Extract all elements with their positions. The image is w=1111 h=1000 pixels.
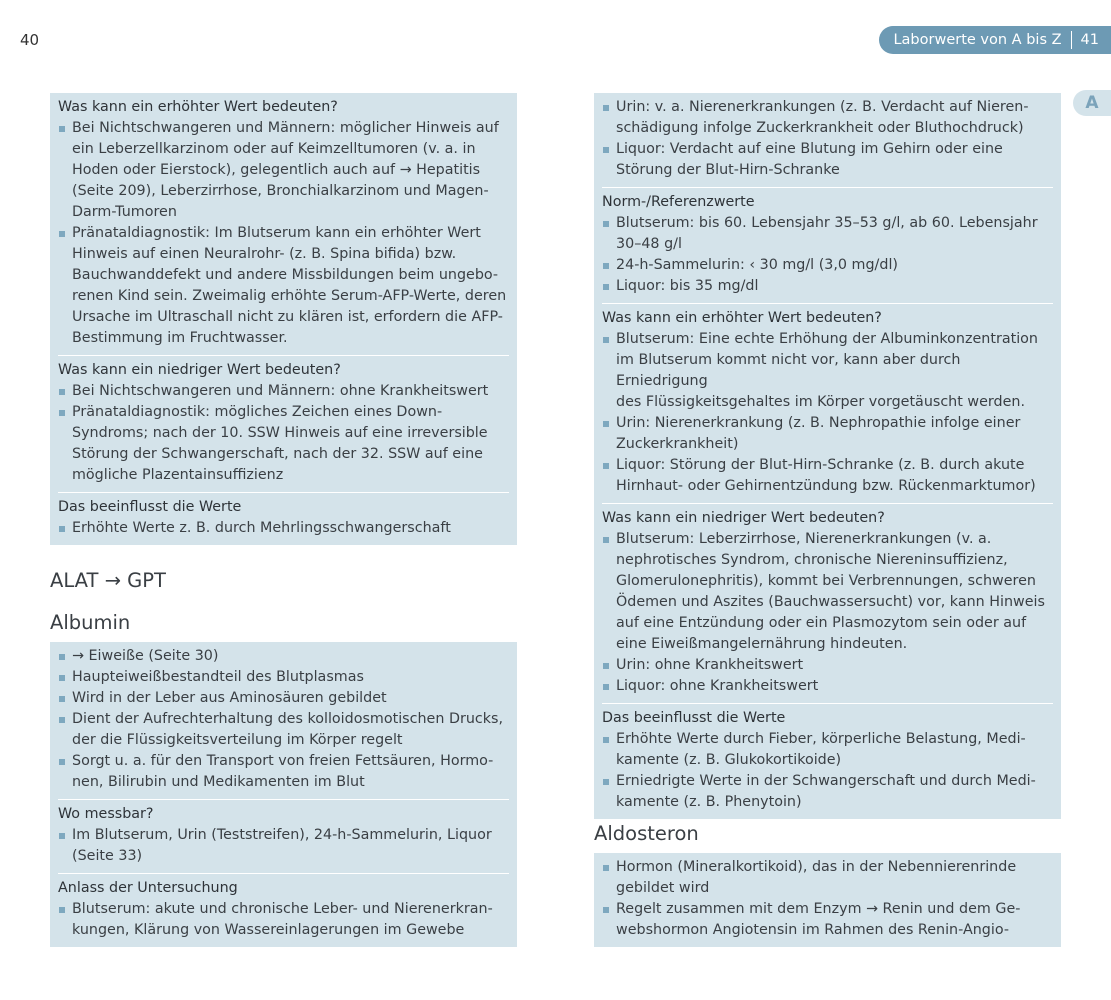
box-section <box>602 703 1053 819</box>
box-section <box>58 355 509 492</box>
list-item-line: Störung der Schwangerschaft, nach der 32. SSW auf eine <box>72 446 483 462</box>
box-section <box>58 646 509 799</box>
aldosteron-info-box <box>594 853 1061 947</box>
entry-title-aldosteron: Aldosteron <box>594 822 699 845</box>
list-item-line: kungen, Klärung von Wassereinlagerungen im Gewebe <box>72 922 465 938</box>
list-item-line: Sorgt u. a. für den Transport von freien Fettsäuren, Hormo- <box>72 753 494 769</box>
list-item-line: 30–48 g/l <box>616 236 682 252</box>
list-item-line: Bei Nichtschwangeren und Männern: möglicher Hinweis auf <box>72 120 499 136</box>
list-item-line: Erhöhte Werte z. B. durch Mehrlingsschwangerschaft <box>72 520 451 536</box>
bullet-list <box>58 825 509 867</box>
section-heading: Anlass der Untersuchung <box>58 880 238 896</box>
list-item <box>602 139 1053 181</box>
list-item-line: Liquor: ohne Krankheitswert <box>616 678 819 694</box>
list-item-line: (Seite 33) <box>72 848 143 864</box>
albumin-info-box <box>50 642 517 947</box>
list-item-line: Pränataldiagnostik: Im Blutserum kann ein erhöhter Wert <box>72 225 481 241</box>
list-item-line: eine Eiweißmangelernährung hindeuten. <box>616 636 908 652</box>
list-item-line: → Eiweiße (Seite 30) <box>72 648 219 664</box>
list-item <box>58 751 509 793</box>
list-item-line: Hormon (Mineralkortikoid), das in der Nebennierenrinde <box>616 859 1017 875</box>
list-item <box>602 276 1053 297</box>
list-item-line: Blutserum: akute und chronische Leber- und Nierenerkran- <box>72 901 493 917</box>
list-item-line: Liquor: bis 35 mg/dl <box>616 278 759 294</box>
list-item <box>602 676 1053 697</box>
list-item-line: Glomerulonephritis), kommt bei Verbrennungen, schweren <box>616 573 1036 589</box>
section-heading: Was kann ein erhöhter Wert bedeuten? <box>602 310 882 326</box>
box-section <box>602 857 1053 947</box>
list-item <box>602 255 1053 276</box>
entry-title-alat: ALAT → GPT <box>50 569 166 592</box>
bullet-list <box>58 518 509 539</box>
list-item <box>602 729 1053 771</box>
list-item <box>58 518 509 539</box>
list-item-line: des Flüssigkeitsgehaltes im Körper vorgetäuscht werden. <box>616 394 1025 410</box>
section-heading: Das beeinflusst die Werte <box>58 499 242 515</box>
list-item-line: ein Leberzellkarzinom oder auf Keimzelltumoren (v. a. in <box>72 141 476 157</box>
section-heading: Wo messbar? <box>58 806 154 822</box>
bullet-list <box>58 646 509 793</box>
bullet-list <box>602 729 1053 813</box>
list-item-line: nen, Bilirubin und Medikamenten im Blut <box>72 774 365 790</box>
section-heading: Norm-/Referenzwerte <box>602 194 755 210</box>
box-section <box>602 97 1053 187</box>
list-item-line: Syndroms; nach der 10. SSW Hinweis auf eine irreversible <box>72 425 488 441</box>
list-item <box>58 688 509 709</box>
list-item-line: Erniedrigte Werte in der Schwangerschaft und durch Medi- <box>616 773 1036 789</box>
list-item-line: Im Blutserum, Urin (Teststreifen), 24-h-Sammelurin, Liquor <box>72 827 492 843</box>
list-item <box>602 213 1053 255</box>
box-section <box>58 97 509 355</box>
box-section <box>602 303 1053 503</box>
list-item <box>58 899 509 941</box>
list-item-line: Erhöhte Werte durch Fieber, körperliche Belastung, Medi- <box>616 731 1026 747</box>
list-item-line: Urin: v. a. Nierenerkrankungen (z. B. Verdacht auf Nieren- <box>616 99 1029 115</box>
list-item <box>602 329 1053 413</box>
bullet-list <box>58 899 509 941</box>
list-item-line: nephrotisches Syndrom, chronische Niereninsuffizienz, <box>616 552 1008 568</box>
bullet-list <box>602 529 1053 697</box>
header-divider <box>1071 31 1072 49</box>
box-section <box>602 187 1053 303</box>
list-item-line: Urin: ohne Krankheitswert <box>616 657 804 673</box>
page-number-right: 41 <box>1080 32 1099 48</box>
list-item-line: Liquor: Störung der Blut-Hirn-Schranke (z. B. durch akute <box>616 457 1025 473</box>
list-item <box>602 97 1053 139</box>
list-item <box>58 709 509 751</box>
list-item-line: Darm-Tumoren <box>72 204 177 220</box>
running-header <box>879 26 1111 54</box>
bullet-list <box>602 97 1053 181</box>
list-item-line: kamente (z. B. Glukokortikoide) <box>616 752 842 768</box>
list-item-line: Haupteiweißbestandteil des Blutplasmas <box>72 669 364 685</box>
list-item <box>58 646 509 667</box>
bullet-list <box>602 329 1053 497</box>
section-heading: Was kann ein erhöhter Wert bedeuten? <box>58 99 338 115</box>
list-item-line: Regelt zusammen mit dem Enzym → Renin und dem Ge- <box>616 901 1021 917</box>
box-section <box>602 503 1053 703</box>
list-item <box>602 857 1053 899</box>
entry-title-albumin: Albumin <box>50 611 131 634</box>
list-item-line: im Blutserum kommt nicht vor, kann aber durch Erniedrigung <box>616 352 961 389</box>
list-item-line: webshormon Angiotensin im Rahmen des Renin-Angio- <box>616 922 1010 938</box>
list-item-line: Bauchwanddefekt und andere Missbildungen beim ungebo- <box>72 267 499 283</box>
list-item-line: Hirnhaut- oder Gehirnentzündung bzw. Rückenmarktumor) <box>616 478 1036 494</box>
page-number-left: 40 <box>20 31 40 49</box>
bullet-list <box>602 857 1053 941</box>
list-item-line: Urin: Nierenerkrankung (z. B. Nephropathie infolge einer <box>616 415 1021 431</box>
bullet-list <box>58 118 509 349</box>
list-item <box>602 771 1053 813</box>
list-item-line: Ödemen und Aszites (Bauchwassersucht) vor, kann Hinweis <box>616 594 1045 610</box>
list-item-line: Blutserum: Leberzirrhose, Nierenerkrankungen (v. a. <box>616 531 992 547</box>
header-title: Laborwerte von A bis Z <box>893 32 1062 48</box>
list-item-line: Liquor: Verdacht auf eine Blutung im Gehirn oder eine <box>616 141 1003 157</box>
list-item <box>602 899 1053 941</box>
list-item-line: Wird in der Leber aus Aminosäuren gebildet <box>72 690 387 706</box>
list-item <box>602 413 1053 455</box>
list-item-line: mögliche Plazentainsuffizienz <box>72 467 284 483</box>
list-item <box>58 381 509 402</box>
list-item-line: Störung der Blut-Hirn-Schranke <box>616 162 840 178</box>
list-item-line: auf eine Entzündung oder ein Plasmozytom sein oder auf <box>616 615 1027 631</box>
list-item-line: Hoden oder Eierstock), gelegentlich auch auf → Hepatitis <box>72 162 481 178</box>
list-item-line: Bei Nichtschwangeren und Männern: ohne Krankheitswert <box>72 383 489 399</box>
section-heading: Das beeinflusst die Werte <box>602 710 786 726</box>
list-item-line: der die Flüssigkeitsverteilung im Körper regelt <box>72 732 403 748</box>
list-item <box>602 529 1053 655</box>
list-item-line: schädigung infolge Zuckerkrankheit oder Bluthochdruck) <box>616 120 1024 136</box>
list-item <box>58 223 509 349</box>
section-heading: Was kann ein niedriger Wert bedeuten? <box>58 362 341 378</box>
albumin-continued-box <box>594 93 1061 819</box>
list-item-line: Blutserum: bis 60. Lebensjahr 35–53 g/l, ab 60. Lebensjahr <box>616 215 1038 231</box>
list-item-line: Ursache im Ultraschall nicht zu klären ist, erfordern die AFP- <box>72 309 503 325</box>
list-item-line: kamente (z. B. Phenytoin) <box>616 794 802 810</box>
list-item-line: Blutserum: Eine echte Erhöhung der Albuminkonzentration <box>616 331 1038 347</box>
list-item-line: 24-h-Sammelurin: ‹ 30 mg/l (3,0 mg/dl) <box>616 257 899 273</box>
list-item <box>602 655 1053 676</box>
list-item-line: Bestimmung im Fruchtwasser. <box>72 330 288 346</box>
box-section <box>58 492 509 545</box>
bullet-list <box>602 213 1053 297</box>
box-section <box>58 799 509 873</box>
list-item <box>58 402 509 486</box>
list-item-line: Hinweis auf einen Neuralrohr- (z. B. Spina bifida) bzw. <box>72 246 457 262</box>
section-heading: Was kann ein niedriger Wert bedeuten? <box>602 510 885 526</box>
letter-index-tab: A <box>1073 90 1111 116</box>
afp-info-box <box>50 93 517 545</box>
list-item-line: gebildet wird <box>616 880 710 896</box>
list-item-line: Dient der Aufrechterhaltung des kolloidosmotischen Drucks, <box>72 711 504 727</box>
list-item-line: (Seite 209), Leberzirrhose, Bronchialkarzinom und Magen- <box>72 183 489 199</box>
list-item-line: Pränataldiagnostik: mögliches Zeichen eines Down- <box>72 404 443 420</box>
bullet-list <box>58 381 509 486</box>
list-item <box>58 825 509 867</box>
list-item <box>58 667 509 688</box>
list-item <box>602 455 1053 497</box>
list-item-line: renen Kind sein. Zweimalig erhöhte Serum-AFP-Werte, deren <box>72 288 507 304</box>
list-item-line: Zuckerkrankheit) <box>616 436 739 452</box>
list-item <box>58 118 509 223</box>
box-section <box>58 873 509 947</box>
